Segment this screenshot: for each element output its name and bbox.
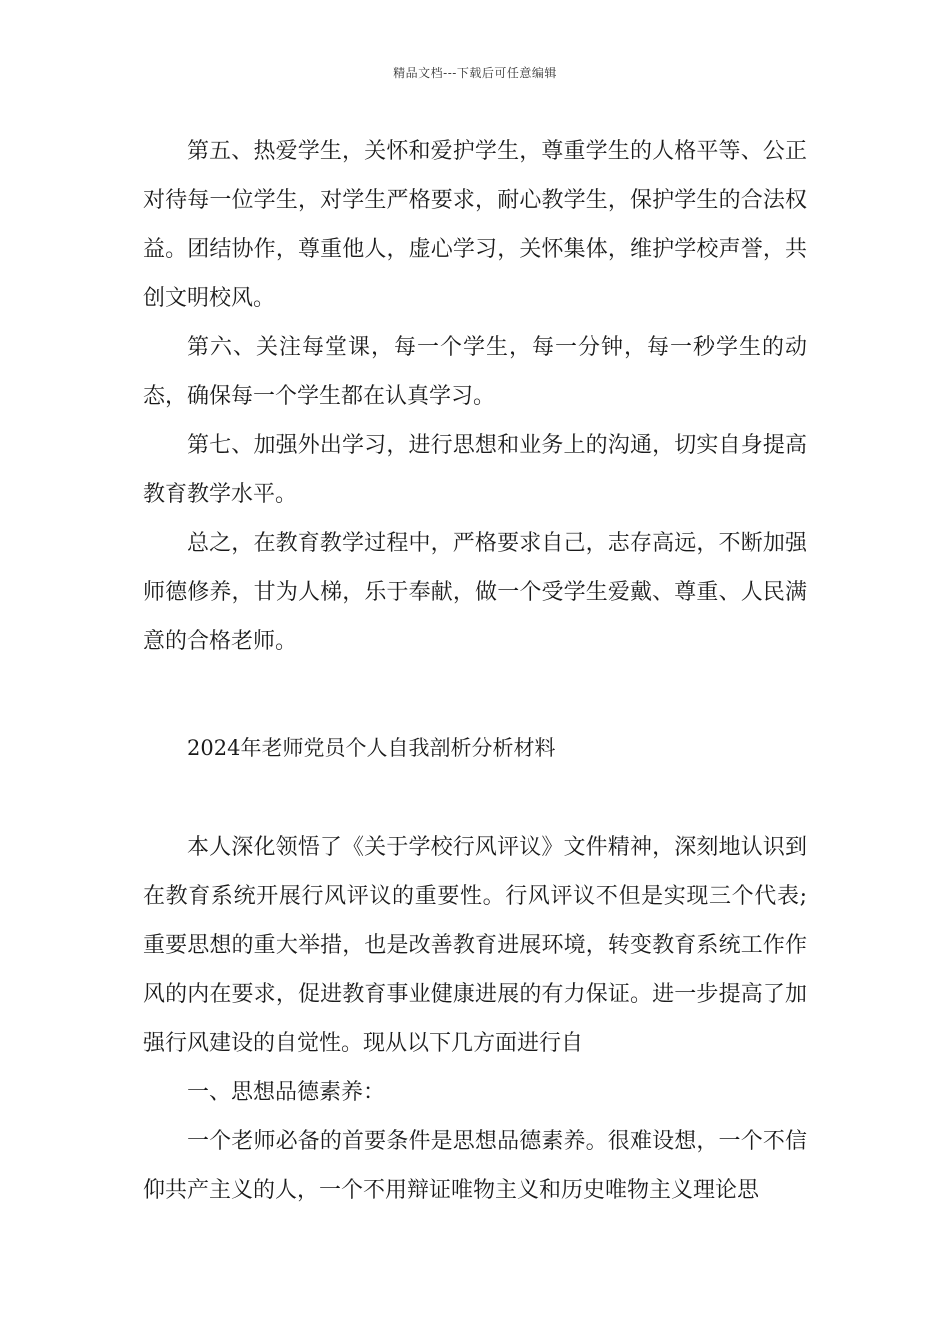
paragraph-sixth-point: 第六、关注每堂课，每一个学生，每一分钟，每一秒学生的动态，确保每一个学生都在认真学习。 <box>143 335 807 409</box>
page-header: 精品文档---下载后可任意编辑 <box>393 66 557 80</box>
paragraph-fifth-point: 第五、热爱学生，关怀和爱护学生，尊重学生的人格平等、公正对待每一位学生，对学生严格要求，耐心教学生，保护学生的合法权益。团结协作，尊重他人，虚心学习，关怀集体，维护学校声誉，共创文明校风。 <box>143 139 807 311</box>
section-heading-ideology: 一、思想品德素养： <box>187 1080 386 1105</box>
paragraph-ideology: 一个老师必备的首要条件是思想品德素养。很难设想，一个不信仰共产主义的人，一个不用辩证唯物主义和历史唯物主义理论思 <box>143 1129 807 1203</box>
body-section-b <box>143 823 807 1215</box>
body-section-a <box>143 127 807 666</box>
paragraph-conclusion: 总之，在教育教学过程中，严格要求自己，志存高远，不断加强师德修养，甘为人梯，乐于奉献，做一个受学生爱戴、尊重、人民满意的合格老师。 <box>143 531 807 654</box>
paragraph-seventh-point: 第七、加强外出学习，进行思想和业务上的沟通，切实自身提高教育教学水平。 <box>143 433 807 507</box>
document-title: 2024年老师党员个人自我剖析分析材料 <box>187 736 556 760</box>
paragraph-intro: 本人深化领悟了《关于学校行风评议》文件精神，深刻地认识到在教育系统开展行风评议的重要性。行风评议不但是实现三个代表;重要思想的重大举措，也是改善教育进展环境，转变教育系统工作作风的内在要求，促进教育事业健康进展的有力保证。进一步提高了加强行风建设的自觉性。现从以下几方面进行自 <box>143 835 807 1056</box>
